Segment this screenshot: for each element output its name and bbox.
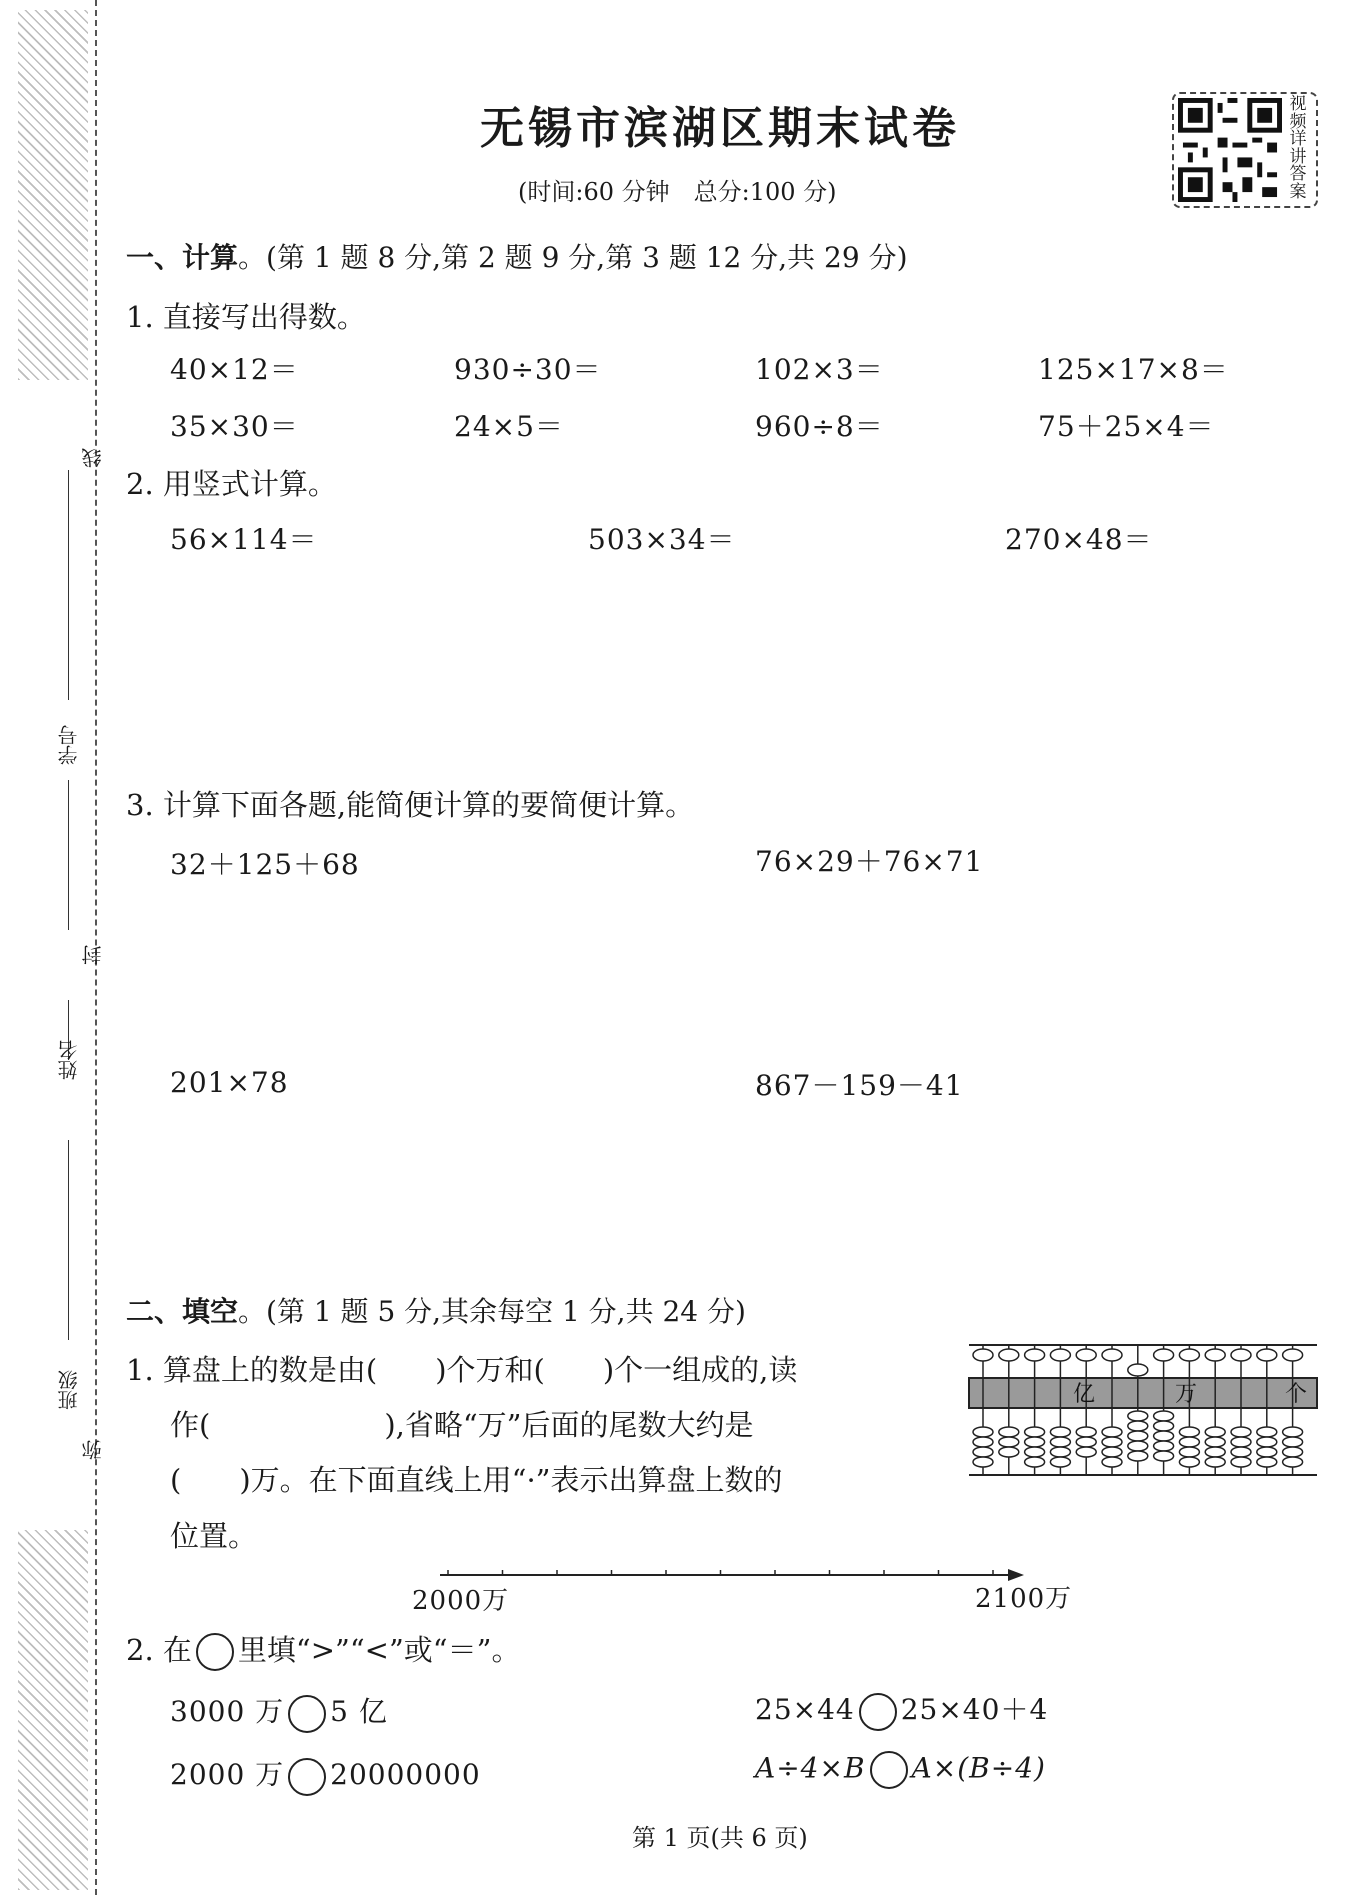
s1-q3-label: 3. 计算下面各题,能简便计算的要简便计算。 xyxy=(126,788,695,822)
compare-right: 20000000 xyxy=(330,1758,481,1791)
abacus-bead xyxy=(1025,1437,1045,1447)
abacus-bead xyxy=(1076,1427,1096,1437)
abacus-label-wan: 万 xyxy=(1175,1382,1198,1407)
numberline-end-label: 2100万 xyxy=(975,1584,1073,1614)
compare-circle-blank[interactable] xyxy=(859,1693,897,1731)
compare-circle-icon xyxy=(196,1633,234,1671)
abacus-bead xyxy=(1205,1437,1225,1447)
abacus-bead xyxy=(1205,1349,1225,1361)
exam-subtitle: (时间:60 分钟 总分:100 分) xyxy=(518,178,837,206)
abacus-bead xyxy=(1205,1427,1225,1437)
abacus-label-ge: 个 xyxy=(1285,1382,1308,1407)
abacus-bead xyxy=(999,1447,1019,1457)
student-no-label: 学号 xyxy=(57,725,81,765)
abacus-bead xyxy=(1102,1447,1122,1457)
binding-hatch-bottom xyxy=(18,1530,88,1890)
abacus-bead xyxy=(1179,1447,1199,1457)
section1-heading xyxy=(126,236,908,276)
compare-item xyxy=(755,1751,1046,1789)
abacus-bead xyxy=(1179,1457,1199,1467)
abacus-bead xyxy=(999,1437,1019,1447)
abacus-bead xyxy=(1283,1427,1303,1437)
abacus-bead xyxy=(1231,1427,1251,1437)
abacus-bead xyxy=(1205,1447,1225,1457)
abacus-bead xyxy=(1154,1349,1174,1361)
abacus-bead xyxy=(1128,1411,1148,1421)
compare-item xyxy=(170,1690,388,1733)
binding-line-label: 线 xyxy=(81,448,105,468)
abacus-bead xyxy=(1257,1427,1277,1437)
s1-q1-expr: 102×3＝ xyxy=(755,353,884,386)
abacus-bead xyxy=(973,1349,993,1361)
abacus-bead xyxy=(1050,1457,1070,1467)
abacus-bead xyxy=(973,1437,993,1447)
section1-title: 一、计算 xyxy=(126,241,239,274)
s1-q3-expr: 76×29＋76×71 xyxy=(755,845,984,878)
abacus-bead xyxy=(1102,1437,1122,1447)
abacus-bead xyxy=(1050,1349,1070,1361)
qr-caption: 视 频 详 讲 答 案 xyxy=(1289,94,1307,202)
abacus-bead xyxy=(1025,1447,1045,1457)
abacus-bead xyxy=(1154,1411,1174,1421)
seal-gap-blank xyxy=(68,780,69,930)
abacus-bead xyxy=(1283,1457,1303,1467)
abacus-bead xyxy=(999,1349,1019,1361)
s1-q2-expr: 503×34＝ xyxy=(588,523,736,556)
seal2-label: 弥 xyxy=(81,1440,105,1460)
abacus-bead xyxy=(999,1427,1019,1437)
abacus-bead xyxy=(1025,1349,1045,1361)
abacus-bead xyxy=(973,1457,993,1467)
s2-q2-label-pre: 2. 在 xyxy=(126,1633,192,1667)
abacus-bead xyxy=(1257,1437,1277,1447)
abacus-label-yi: 亿 xyxy=(1073,1382,1096,1407)
abacus-bead xyxy=(1257,1349,1277,1361)
abacus-bead xyxy=(1025,1457,1045,1467)
binding-hatch-top xyxy=(18,10,88,380)
abacus-bead xyxy=(1283,1437,1303,1447)
s1-q1-expr: 35×30＝ xyxy=(170,410,299,443)
abacus-bead xyxy=(1154,1441,1174,1451)
abacus-bead xyxy=(1128,1421,1148,1431)
abacus-bead xyxy=(1257,1457,1277,1467)
abacus-bead xyxy=(1128,1431,1148,1441)
abacus-bead xyxy=(973,1427,993,1437)
abacus-bead xyxy=(1050,1447,1070,1457)
section1-note: 。(第 1 题 8 分,第 2 题 9 分,第 3 题 12 分,共 29 分) xyxy=(238,241,908,274)
compare-right: A×(B÷4) xyxy=(911,1751,1046,1785)
abacus-bead xyxy=(1154,1431,1174,1441)
abacus-bead xyxy=(1231,1457,1251,1467)
abacus-bead xyxy=(1128,1451,1148,1461)
abacus-bead xyxy=(1076,1349,1096,1361)
abacus-bead xyxy=(1283,1447,1303,1457)
s2-q2-label-post: 里填“>”“<”或“＝”。 xyxy=(237,1633,521,1667)
s1-q2-label: 2. 用竖式计算。 xyxy=(126,467,337,501)
s1-q3-expr: 201×78 xyxy=(170,1066,289,1099)
number-line xyxy=(430,1555,1030,1585)
s2-q1-line4: 位置。 xyxy=(170,1519,258,1553)
abacus-bead xyxy=(1102,1427,1122,1437)
compare-item xyxy=(755,1688,1048,1731)
abacus-bead xyxy=(1102,1349,1122,1361)
abacus-bead xyxy=(1179,1349,1199,1361)
name-label: 姓名 xyxy=(57,1040,81,1080)
page-footer: 第 1 页(共 6 页) xyxy=(632,1824,808,1852)
s1-q1-expr: 75＋25×4＝ xyxy=(1038,410,1215,443)
seal-label: 封 xyxy=(81,945,105,965)
section2-note: 。(第 1 题 5 分,其余每空 1 分,共 24 分) xyxy=(238,1295,746,1328)
s1-q2-expr: 270×48＝ xyxy=(1005,523,1153,556)
numberline-start-label: 2000万 xyxy=(412,1586,510,1616)
compare-left: 2000 万 xyxy=(170,1758,285,1791)
compare-item xyxy=(170,1753,481,1796)
section2-heading xyxy=(126,1290,746,1330)
s1-q3-expr: 867－159－41 xyxy=(755,1069,964,1102)
abacus-bead xyxy=(973,1447,993,1457)
abacus-bead xyxy=(1179,1427,1199,1437)
s1-q2-expr: 56×114＝ xyxy=(170,523,318,556)
student-no-blank xyxy=(68,470,69,700)
compare-right: 5 亿 xyxy=(330,1695,388,1728)
compare-left: A÷4×B xyxy=(755,1751,866,1785)
s1-q1-expr: 40×12＝ xyxy=(170,353,299,386)
s1-q1-expr: 960÷8＝ xyxy=(755,410,884,443)
abacus-bead xyxy=(1128,1441,1148,1451)
qr-code[interactable] xyxy=(1172,92,1318,208)
abacus-bead xyxy=(1050,1437,1070,1447)
compare-left: 25×44 xyxy=(755,1693,855,1726)
abacus-bead xyxy=(1102,1457,1122,1467)
abacus-bead xyxy=(1257,1447,1277,1457)
compare-circle-blank[interactable] xyxy=(288,1695,326,1733)
section2-title: 二、填空 xyxy=(126,1295,239,1328)
abacus-bead xyxy=(1231,1437,1251,1447)
class-blank xyxy=(68,1140,69,1340)
abacus-bead xyxy=(1231,1349,1251,1361)
abacus-bead xyxy=(1283,1349,1303,1361)
abacus-figure xyxy=(965,1342,1321,1478)
abacus-bead xyxy=(1205,1457,1225,1467)
abacus-bead xyxy=(1025,1427,1045,1437)
s1-q1-expr: 930÷30＝ xyxy=(454,353,602,386)
s1-q3-expr: 32＋125＋68 xyxy=(170,848,360,881)
abacus-bead xyxy=(1231,1447,1251,1457)
s2-q1-line3: ( )万。在下面直线上用“·”表示出算盘上数的 xyxy=(170,1463,783,1497)
s2-q2-label xyxy=(126,1628,520,1671)
class-label: 班级 xyxy=(57,1370,81,1410)
s2-q1-line2: 作( ),省略“万”后面的尾数大约是 xyxy=(170,1408,754,1442)
abacus-bead xyxy=(1128,1364,1148,1376)
s1-q1-expr: 24×5＝ xyxy=(454,410,564,443)
abacus-bead xyxy=(1076,1437,1096,1447)
abacus-bead xyxy=(1050,1427,1070,1437)
s1-q1-label: 1. 直接写出得数。 xyxy=(126,300,366,334)
page-title: 无锡市滨湖区期末试卷 xyxy=(480,103,960,154)
compare-circle-blank[interactable] xyxy=(288,1758,326,1796)
abacus-bead xyxy=(1076,1447,1096,1457)
compare-circle-blank[interactable] xyxy=(870,1751,908,1789)
abacus-rods xyxy=(973,1345,1303,1475)
s1-q1-expr: 125×17×8＝ xyxy=(1038,353,1229,386)
abacus-bead xyxy=(1154,1451,1174,1461)
s2-q1-line1: 1. 算盘上的数是由( )个万和( )个一组成的,读 xyxy=(126,1353,798,1387)
qr-code-icon xyxy=(1178,98,1282,202)
abacus-bead xyxy=(1154,1421,1174,1431)
compare-right: 25×40＋4 xyxy=(900,1693,1049,1726)
abacus-bead xyxy=(1179,1437,1199,1447)
compare-left: 3000 万 xyxy=(170,1695,285,1728)
